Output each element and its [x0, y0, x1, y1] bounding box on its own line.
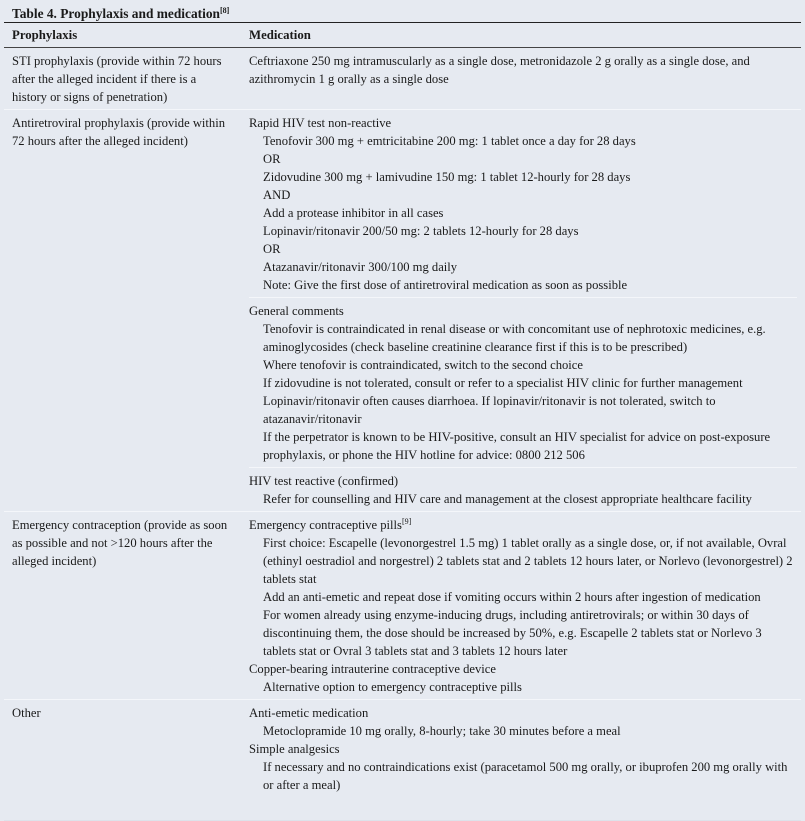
list-item: Zidovudine 300 mg + lamivudine 150 mg: 1 tablet 12-hourly for 28 days [263, 170, 631, 184]
section-rapid-hiv-non-reactive [249, 110, 797, 298]
prophylaxis-cell [4, 512, 241, 700]
list-item: If the perpetrator is known to be HIV-positive, consult an HIV specialist for advice on post-exposure prophylaxis, or phone the HIV hotline for advice: 0800 212 506 [263, 430, 771, 462]
list-item: AND [263, 188, 291, 202]
prophylaxis-table [4, 22, 801, 821]
list-item: First choice: Escapelle (levonorgestrel 1.5 mg) 1 tablet orally as a single dose, or, if not available, Ovral (ethinyl oestradiol and norgestrel) 2 tablets stat and 2 tablets 12 hours later, or Norlevo (levonorgestrel) 2 tablets stat [263, 536, 793, 586]
section-heading: Anti-emetic medication [249, 706, 369, 720]
section-hiv-reactive [249, 468, 797, 511]
table-row-emergency-contraception [4, 512, 801, 700]
prophylaxis-cell [4, 700, 241, 821]
medication-cell [241, 110, 801, 512]
prophylaxis-text: Other [12, 706, 41, 720]
caption-reference: [8] [219, 6, 230, 15]
list-item: Atazanavir/ritonavir 300/100 mg daily [263, 260, 458, 274]
table-caption [4, 0, 801, 22]
section-simple-analgesics [249, 740, 797, 794]
list-item: Alternative option to emergency contraceptive pills [263, 680, 522, 694]
list-item: Refer for counselling and HIV care and management at the closest appropriate healthcare facility [263, 492, 752, 506]
section-general-comments [249, 298, 797, 468]
section-heading: Rapid HIV test non-reactive [249, 116, 392, 130]
prophylaxis-text: Antiretroviral prophylaxis (provide within 72 hours after the alleged incident) [12, 116, 225, 148]
section-copper-iud [249, 660, 797, 696]
list-item: OR [263, 242, 281, 256]
list-item: Add a protease inhibitor in all cases [263, 206, 444, 220]
section-heading: Simple analgesics [249, 742, 340, 756]
list-item: Add an anti-emetic and repeat dose if vomiting occurs within 2 hours after ingestion of medication [263, 590, 761, 604]
list-item: Metoclopramide 10 mg orally, 8-hourly; take 30 minutes before a meal [263, 724, 621, 738]
prophylaxis-text: STI prophylaxis (provide within 72 hours after the alleged incident if there is a history or signs of penetration) [12, 54, 222, 104]
list-item: Where tenofovir is contraindicated, switch to the second choice [263, 358, 583, 372]
medication-text: Ceftriaxone 250 mg intramuscularly as a single dose, metronidazole 2 g orally as a single dose, and azithromycin 1 g orally as a single dose [249, 54, 750, 86]
medication-cell [241, 700, 801, 821]
list-item: Note: Give the first dose of antiretroviral medication as soon as possible [263, 278, 628, 292]
section-heading [249, 516, 797, 534]
table-row-other [4, 700, 801, 821]
section-emergency-pills [249, 516, 797, 660]
section-heading: General comments [249, 304, 344, 318]
list-item: Lopinavir/ritonavir often causes diarrhoea. If lopinavir/ritonavir is not tolerated, switch to atazanavir/ritonavir [263, 394, 716, 426]
list-item: Tenofovir is contraindicated in renal disease or with concomitant use of nephrotoxic medicines, e.g. aminoglycosides (check baseline creatinine clearance first if this is to be prescribed) [263, 322, 766, 354]
section-heading: HIV test reactive (confirmed) [249, 474, 399, 488]
header-medication: Medication [241, 23, 801, 48]
section-heading: Copper-bearing intrauterine contraceptive device [249, 662, 496, 676]
section-anti-emetic [249, 704, 797, 740]
list-item: Tenofovir 300 mg + emtricitabine 200 mg: 1 tablet once a day for 28 days [263, 134, 636, 148]
list-item: Lopinavir/ritonavir 200/50 mg: 2 tablets 12-hourly for 28 days [263, 224, 579, 238]
list-item: OR [263, 152, 281, 166]
prophylaxis-text: Emergency contraception (provide as soon as possible and not >120 hours after the alleged incident) [12, 518, 228, 568]
list-item: If necessary and no contraindications exist (paracetamol 500 mg orally, or ibuprofen 200 mg orally with or after a meal) [263, 760, 788, 792]
medication-cell [241, 512, 801, 700]
prophylaxis-cell [4, 110, 241, 512]
list-item: For women already using enzyme-inducing drugs, including antiretrovirals; or within 30 days of discontinuing them, the dose should be increased by 50%, e.g. Escapelle 2 tablets stat or Norlevo 3 tablets stat or Ovral 3 tablets stat and 3 tablets 12 hours later [263, 608, 762, 658]
caption-text: Table 4. Prophylaxis and medication [12, 6, 220, 21]
prophylaxis-cell [4, 48, 241, 110]
list-item: If zidovudine is not tolerated, consult or refer to a specialist HIV clinic for further management [263, 376, 743, 390]
heading-reference: [9] [401, 517, 412, 526]
header-prophylaxis: Prophylaxis [4, 23, 241, 48]
section-heading-text: Emergency contraceptive pills [249, 518, 402, 532]
table-row-antiretroviral [4, 110, 801, 512]
medication-cell [241, 48, 801, 110]
table-header-row [4, 23, 801, 48]
table-row-sti [4, 48, 801, 110]
